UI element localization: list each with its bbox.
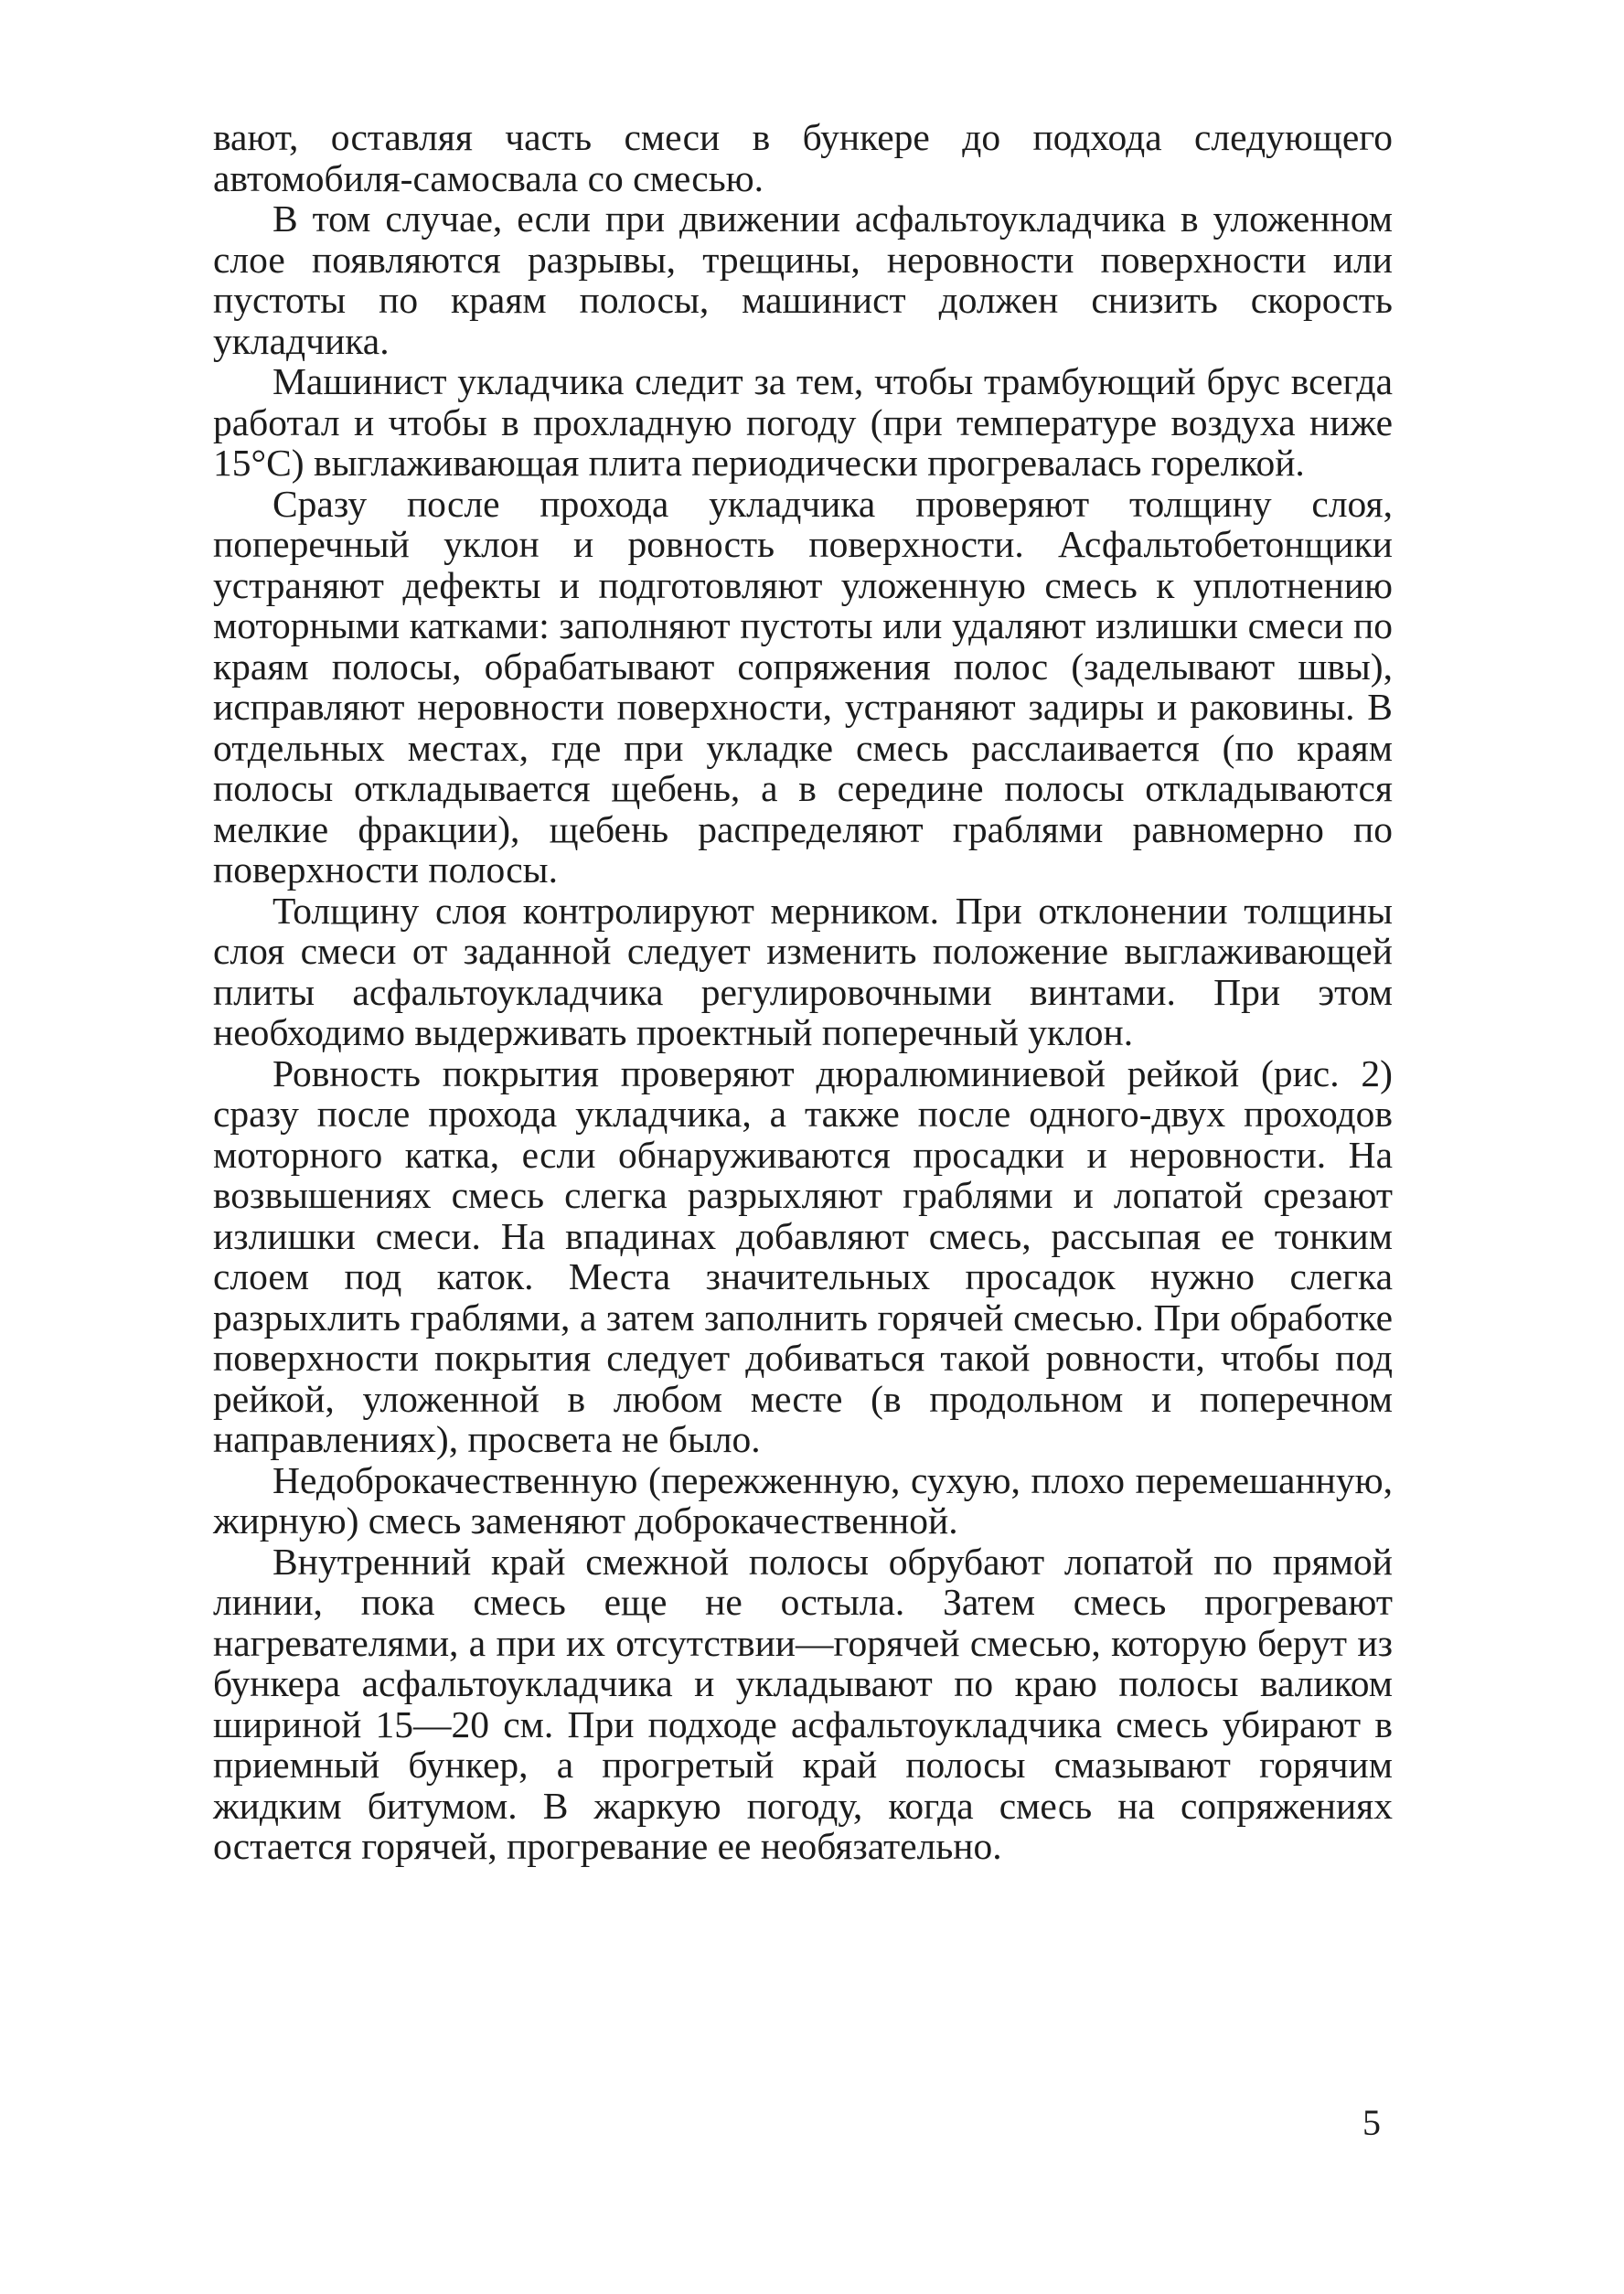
paragraph-continuation: вают, оставляя часть смеси в бункере до подхода следующего автомобиля-самосвала со смесью. [213,116,1393,199]
paragraph-tamper-bar: Машинист укладчика следит за тем, чтобы трамбующий брус всегда работал и чтобы в прохладную погоду (при температуре воздуха ниже 15°С) выглаживающая плита периодически прогревалась горелкой. [213,360,1393,484]
paragraph-defective-mix: Недоброкачественную (пережженную, сухую, плохо перемешанную, жирную) смесь заменяют доброкачественной. [213,1458,1393,1542]
paragraph-thickness: Толщину слоя контролируют мерником. При отклонении толщины слоя смеси от заданной следует изменить положение выглаживающей плиты асфальтоукладчика регулировочными винтами. При этом необходимо выдерживать проектный поперечный уклон. [213,889,1393,1053]
page-number: 5 [1362,2102,1381,2143]
paragraph-evenness: Ровность покрытия проверяют дюралюминиевой рейкой (рис. 2) сразу после прохода укладчика, а также после одного-двух проходов моторного катка, если обнаруживаются просадки и неровности. На возвышениях смесь слегка разрыхляют граблями и лопатой срезают излишки смеси. На впадинах добавляют смесь, рассыпая ее тонким слоем под каток. Места значительных просадок нужно слегка разрыхлить граблями, а затем заполнить горячей смесью. При обработке поверхности покрытия следует добиваться такой ровности, чтобы под рейкой, уложенной в любом месте (в продольном и поперечном направлениях), просвета не было. [213,1051,1393,1460]
paragraph-inspection: Сразу после прохода укладчика проверяют толщину слоя, поперечный уклон и ровность поверхности. Асфальтобетонщики устраняют дефекты и подготовляют уложенную смесь к уплотнению моторными катками: заполняют пустоты или удаляют излишки смеси по краям полосы, обрабатывают сопряжения полос (заделывают швы), исправляют неровности поверхности, устраняют задиры и раковины. В отдельных местах, где при укладке смесь расслаивается (по краям полосы откладывается щебень, а в середине полосы откладываются мелкие фракции), щебень распределяют граблями равномерно по поверхности полосы. [213,482,1393,891]
paragraph-adjacent-strip: Внутренний край смежной полосы обрубают лопатой по прямой линии, пока смесь еще не остыла. Затем смесь прогревают нагревателями, а при их отсутствии—горячей смесью, которую берут из бункера асфальтоукладчика и укладывают по краю полосы валиком шириной 15—20 см. При подходе асфальтоукладчика смесь убирают в приемный бункер, а прогретый край полосы смазывают горячим жидким битумом. В жаркую погоду, когда смесь на сопряжениях остается горячей, прогревание ее необязательно. [213,1540,1393,1867]
paragraph-speed: В том случае, если при движении асфальтоукладчика в уложенном слое появляются разрывы, трещины, неровности поверхности или пустоты по краям полосы, машинист должен снизить скорость укладчика. [213,197,1393,362]
body-text [213,117,1393,1867]
